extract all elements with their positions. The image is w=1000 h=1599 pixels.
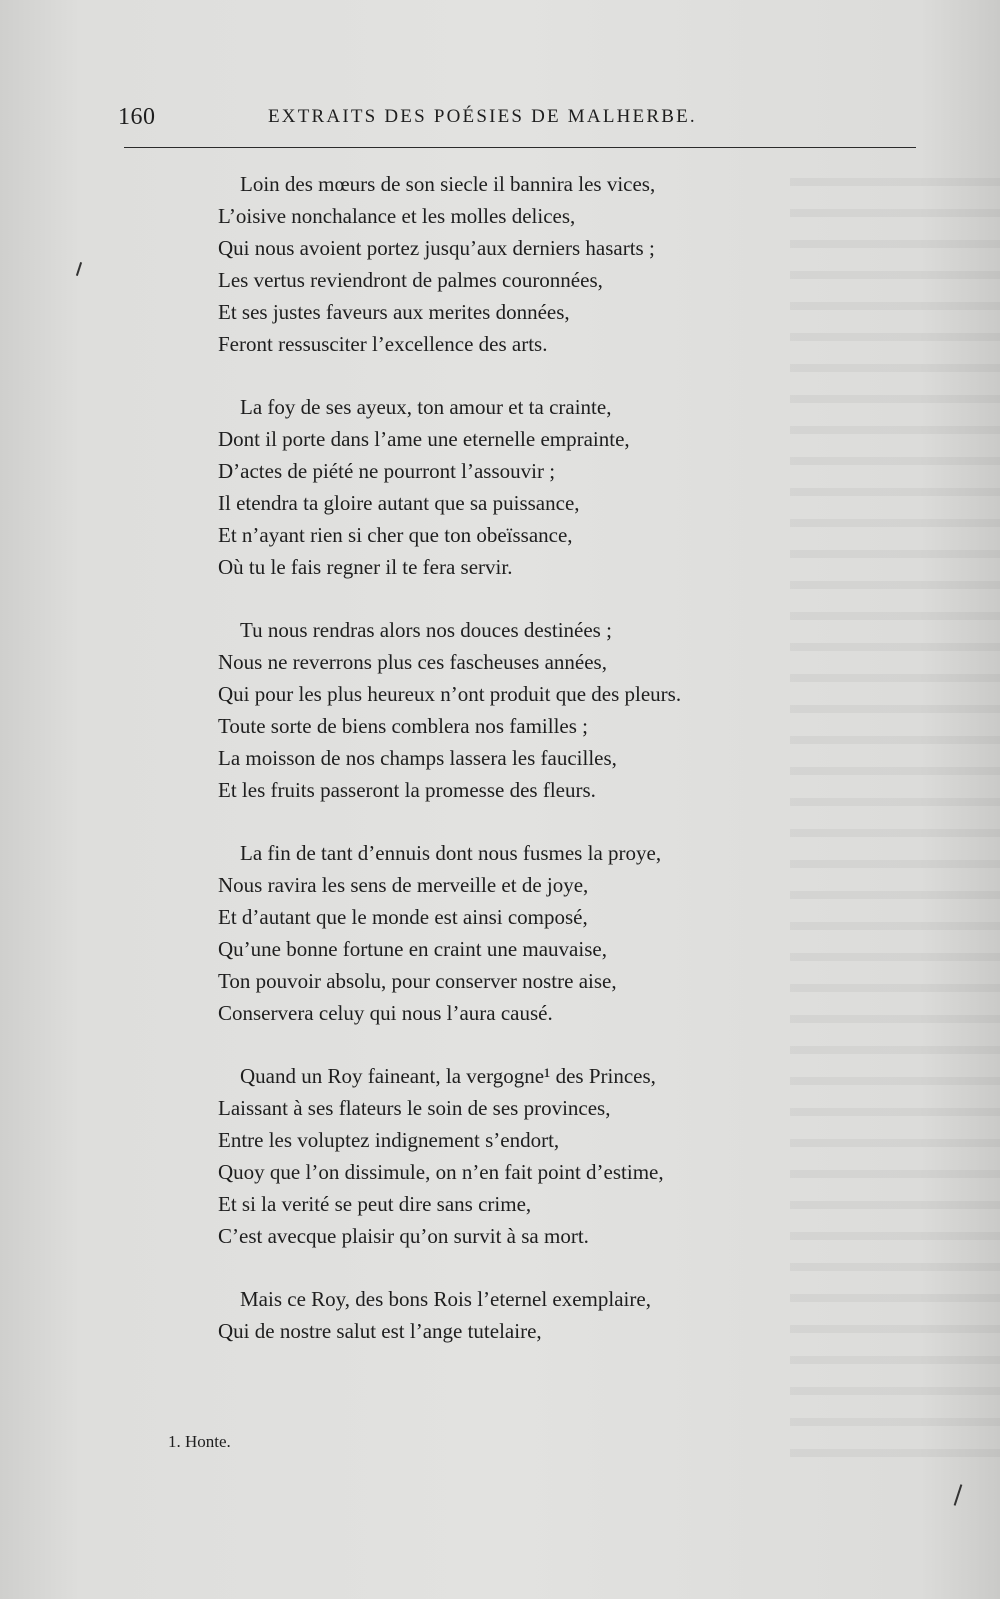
verse-line: Qui pour les plus heureux n’ont produit que des pleurs.	[218, 682, 682, 706]
verse-line: Nous ravira les sens de merveille et de joye,	[218, 873, 589, 897]
verse-line: Entre les voluptez indignement s’endort,	[218, 1128, 560, 1152]
running-title: EXTRAITS DES POÉSIES DE MALHERBE.	[268, 106, 697, 127]
footnote: 1. Honte.	[168, 1432, 231, 1451]
stanza	[218, 168, 798, 360]
verse-line: La fin de tant d’ennuis dont nous fusmes la proye,	[240, 841, 662, 865]
stanza	[218, 1283, 798, 1347]
verse-line: Qui nous avoient portez jusqu’aux derniers hasarts ;	[218, 236, 655, 260]
verse-line: Toute sorte de biens comblera nos familles ;	[218, 714, 589, 738]
verse-line: D’actes de piété ne pourront l’assouvir ;	[218, 459, 556, 483]
verse-line: Nous ne reverrons plus ces fascheuses années,	[218, 650, 607, 674]
verse-line: Où tu le fais regner il te fera servir.	[218, 555, 513, 579]
verse-line: Feront ressusciter l’excellence des arts.	[218, 332, 548, 356]
verse-line: La foy de ses ayeux, ton amour et ta crainte,	[240, 395, 612, 419]
verse-line: Et n’ayant rien si cher que ton obeïssance,	[218, 523, 573, 547]
verse-line: Conservera celuy qui nous l’aura causé.	[218, 1001, 553, 1025]
verse-line: Dont il porte dans l’ame une eternelle emprainte,	[218, 427, 630, 451]
verse-line: Ton pouvoir absolu, pour conserver nostre aise,	[218, 969, 617, 993]
stanza	[218, 1060, 798, 1252]
page-header	[118, 100, 918, 140]
verse-line: La moisson de nos champs lassera les faucilles,	[218, 746, 617, 770]
page-number: 160	[118, 104, 156, 130]
verse-line: Quand un Roy faineant, la vergogne¹ des Princes,	[240, 1064, 656, 1088]
stanza	[218, 391, 798, 583]
verse-line: Tu nous rendras alors nos douces destinées ;	[240, 618, 612, 642]
verse-line: Les vertus reviendront de palmes couronnées,	[218, 268, 603, 292]
verse-line: L’oisive nonchalance et les molles delices,	[218, 204, 576, 228]
verse-line: Et les fruits passeront la promesse des fleurs.	[218, 778, 596, 802]
verse-line: Et si la verité se peut dire sans crime,	[218, 1192, 532, 1216]
margin-mark	[76, 262, 82, 276]
header-rule	[124, 147, 916, 148]
verse-line: Quoy que l’on dissimule, on n’en fait point d’estime,	[218, 1160, 664, 1184]
verse-line: Et d’autant que le monde est ainsi composé,	[218, 905, 588, 929]
verse-line: Laissant à ses flateurs le soin de ses provinces,	[218, 1096, 611, 1120]
verse-line: Et ses justes faveurs aux merites données,	[218, 300, 570, 324]
margin-mark	[954, 1484, 963, 1506]
verse-line: Loin des mœurs de son siecle il bannira les vices,	[240, 172, 656, 196]
verse-line: Qu’une bonne fortune en craint une mauvaise,	[218, 937, 607, 961]
show-through-text	[790, 160, 1000, 1460]
stanza	[218, 837, 798, 1029]
verse-line: Mais ce Roy, des bons Rois l’eternel exemplaire,	[240, 1287, 651, 1311]
poem-body	[218, 168, 798, 1378]
verse-line: Il etendra ta gloire autant que sa puissance,	[218, 491, 580, 515]
verse-line: C’est avecque plaisir qu’on survit à sa mort.	[218, 1224, 589, 1248]
verse-line: Qui de nostre salut est l’ange tutelaire,	[218, 1319, 542, 1343]
stanza	[218, 614, 798, 806]
